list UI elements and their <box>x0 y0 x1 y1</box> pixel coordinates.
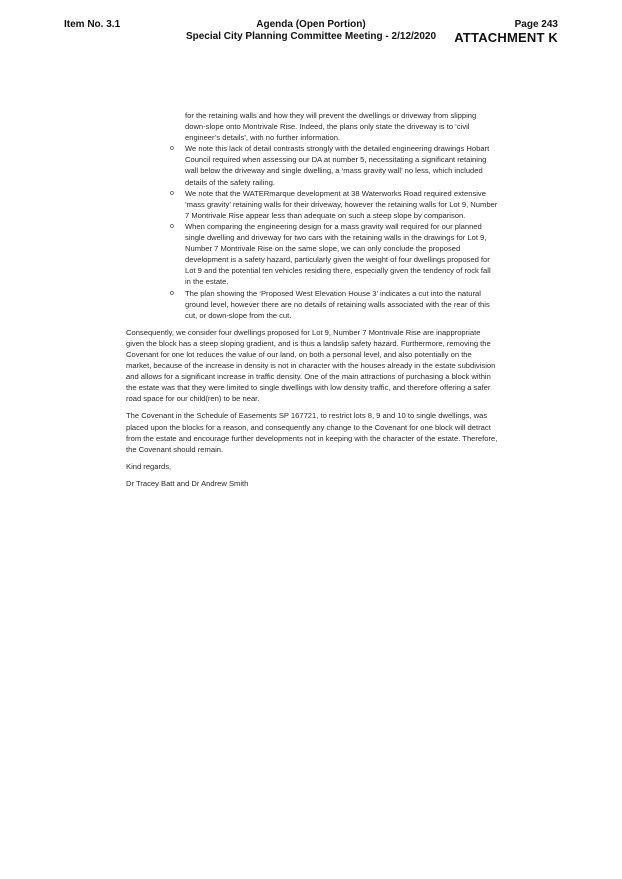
bullet-icon: o <box>170 222 174 230</box>
list-item-text: We note this lack of detail contrasts strongly with the detailed engineering drawings Hobart Council required when assessing our DA at number 5, necessitating a significant retaining wall below the driveway and single dwelling, a ‘mass gravity wall’ no less, which included details of the safety railing. <box>185 144 490 187</box>
item-number: Item No. 3.1 <box>64 19 121 30</box>
page-number: Page 243 <box>514 19 558 30</box>
signatories: Dr Tracey Batt and Dr Andrew Smith <box>126 478 249 488</box>
closing-line: Kind regards, <box>126 461 172 471</box>
meeting-title: Special City Planning Committee Meeting - 2/12/2020 <box>185 31 437 42</box>
list-item-text: The plan showing the ‘Proposed West Elevation House 3’ indicates a cut into the natural ground level, however there are no details of retaining walls associated with the rear of this cut, or down-slope from the cut. <box>185 288 490 320</box>
bullet-list <box>126 143 498 321</box>
list-item <box>126 188 498 221</box>
paragraph-consequently: Consequently, we consider four dwellings proposed for Lot 9, Number 7 Montrivale Rise are inappropriate given the block has a steep sloping gradient, and is thus a landslip safety hazard. Furthermore, removing the Covenant for one lot reduces the value of our land, on both a personal level, and also potentially on the market, because of the increase in density is not in character with the houses already in the estate subdivision and allows for a significant increase in traffic density. One of the main attractions of purchasing a block within the estate was that they were limited to single dwellings with low density traffic, and therefore offering a safer road space for our child(ren) to be near. <box>126 327 496 404</box>
bullet-icon: o <box>170 145 174 153</box>
paragraph-covenant: The Covenant in the Schedule of Easements SP 167721, to restrict lots 8, 9 and 10 to single dwellings, was placed upon the blocks for a reason, and consequently any change to the Covenant for one block will detract from the estate and encourage further developments not in keeping with the character of the estate. Therefore, the Covenant should remain. <box>126 411 498 454</box>
list-item-text: We note that the WATERmarque development at 38 Waterworks Road required extensive ‘mass gravity’ retaining walls for their driveway, however the retaining walls for Lot 9, Number 7 Montrivale Rise appear less than adequate on such a steep slope by comparison. <box>185 188 498 220</box>
bullet-icon: o <box>170 289 174 297</box>
continuation-text: for the retaining walls and how they will prevent the dwellings or driveway from slipping down-slope onto Montrivale Rise. Indeed, the plans only state the driveway is to ‘civil engineer’s details’, with no further information. <box>185 111 477 143</box>
bullet-icon: o <box>170 189 174 197</box>
list-item <box>126 143 498 187</box>
list-item <box>126 288 498 321</box>
page-header-right <box>454 19 558 45</box>
letter-body <box>126 110 498 489</box>
attachment-label: ATTACHMENT K <box>454 30 558 45</box>
list-item-text: When comparing the engineering design for a mass gravity wall required for our planned single dwelling and driveway for two cars with the retaining walls in the drawings for Lot 9, Number 7 Montrivale Rise on the same slope, we can only conclude the proposed development is a safety hazard, particularly given the weight of four dwellings proposed for Lot 9 and the potential ten vehicles residing there, especially given the tendency of rock fall in the estate. <box>185 221 491 287</box>
agenda-title: Agenda (Open Portion) <box>256 19 366 30</box>
list-item <box>126 221 498 288</box>
